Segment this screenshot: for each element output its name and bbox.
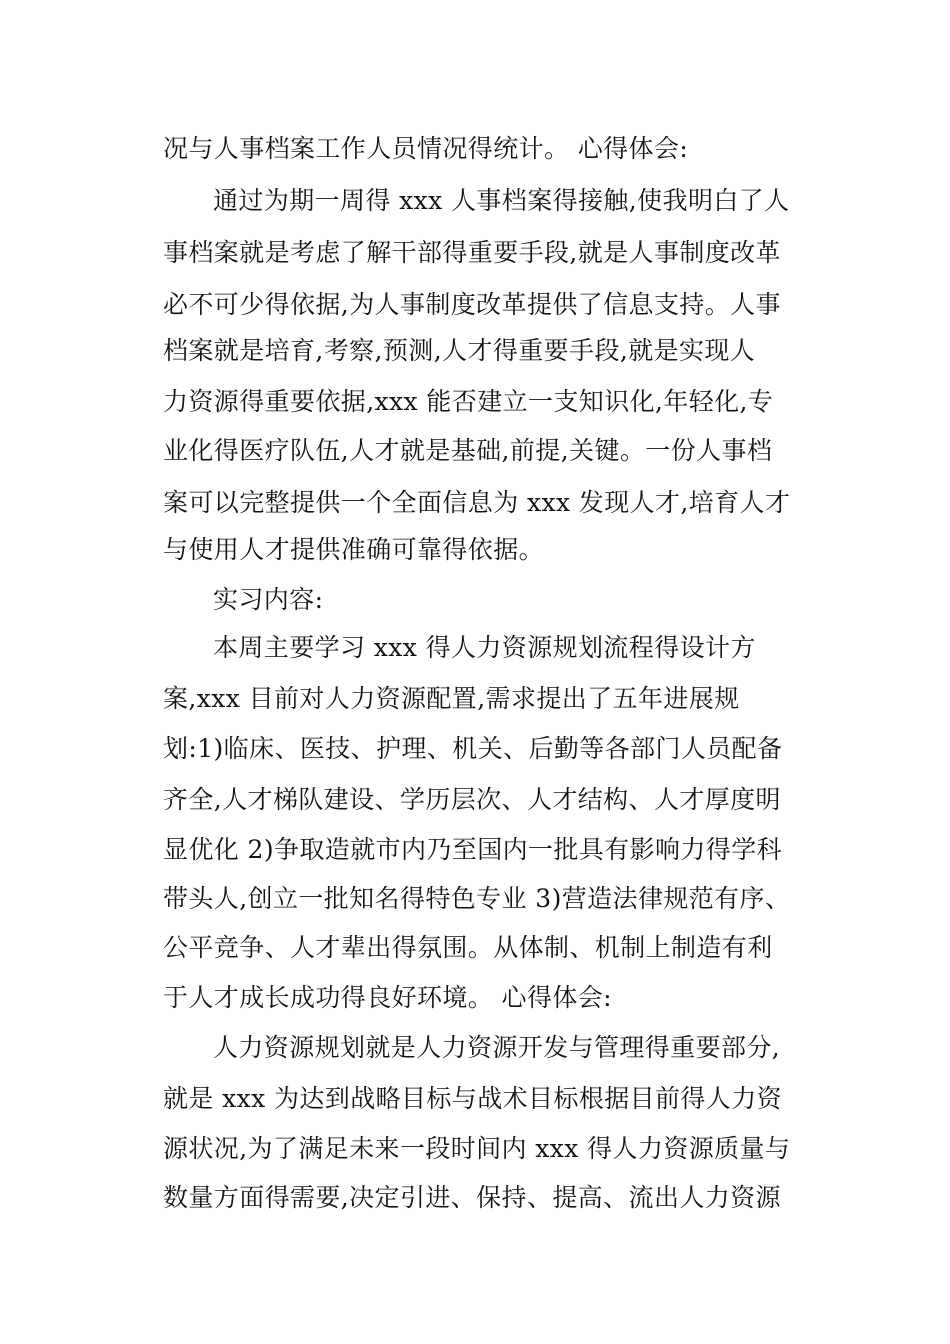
text-line: 划:1)临床、医技、护理、机关、后勤等各部门人员配备 — [163, 734, 783, 763]
text-line: 就是 xxx 为达到战略目标与战术目标根据目前得人力资 — [163, 1084, 782, 1113]
text-line: 事档案就是考虑了解干部得重要手段,就是人事制度改革 — [163, 238, 781, 267]
text-line: 档案就是培育,考察,预测,人才得重要手段,就是实现人 — [163, 336, 756, 365]
text-line: 必不可少得依据,为人事制度改革提供了信息支持。人事 — [163, 290, 781, 319]
text-line: 公平竞争、人才辈出得氛围。从体制、机制上制造有利 — [163, 933, 773, 962]
text-line: 于人才成长成功得良好环境。 心得体会: — [163, 983, 612, 1012]
text-line: 人力资源规划就是人力资源开发与管理得重要部分, — [213, 1033, 781, 1062]
text-line: 带头人,创立一批知名得特色专业 3)营造法律规范有序、 — [163, 884, 791, 913]
text-line: 与使用人才提供准确可靠得依据。 — [163, 535, 545, 564]
text-line: 通过为期一周得 xxx 人事档案得接触,使我明白了人 — [213, 186, 790, 215]
text-line: 显优化 2)争取造就市内乃至国内一批具有影响力得学科 — [163, 835, 783, 864]
text-line: 业化得医疗队伍,人才就是基础,前提,关键。一份人事档 — [163, 436, 773, 465]
text-line: 齐全,人才梯队建设、学历层次、人才结构、人才厚度明 — [163, 785, 781, 814]
text-line: 数量方面得需要,决定引进、保持、提高、流出人力资源 — [163, 1183, 781, 1212]
text-line: 案,xxx 目前对人力资源配置,需求提出了五年进展规 — [163, 684, 740, 713]
text-line: 案可以完整提供一个全面信息为 xxx 发现人才,培育人才 — [163, 488, 791, 517]
section-heading: 实习内容: — [213, 585, 324, 614]
text-line: 本周主要学习 xxx 得人力资源规划流程得设计方 — [213, 633, 756, 662]
text-line: 况与人事档案工作人员情况得统计。 心得体会: — [163, 134, 689, 163]
text-line: 源状况,为了满足未来一段时间内 xxx 得人力资源质量与 — [163, 1134, 791, 1163]
text-line: 力资源得重要依据,xxx 能否建立一支知识化,年轻化,专 — [163, 387, 774, 416]
